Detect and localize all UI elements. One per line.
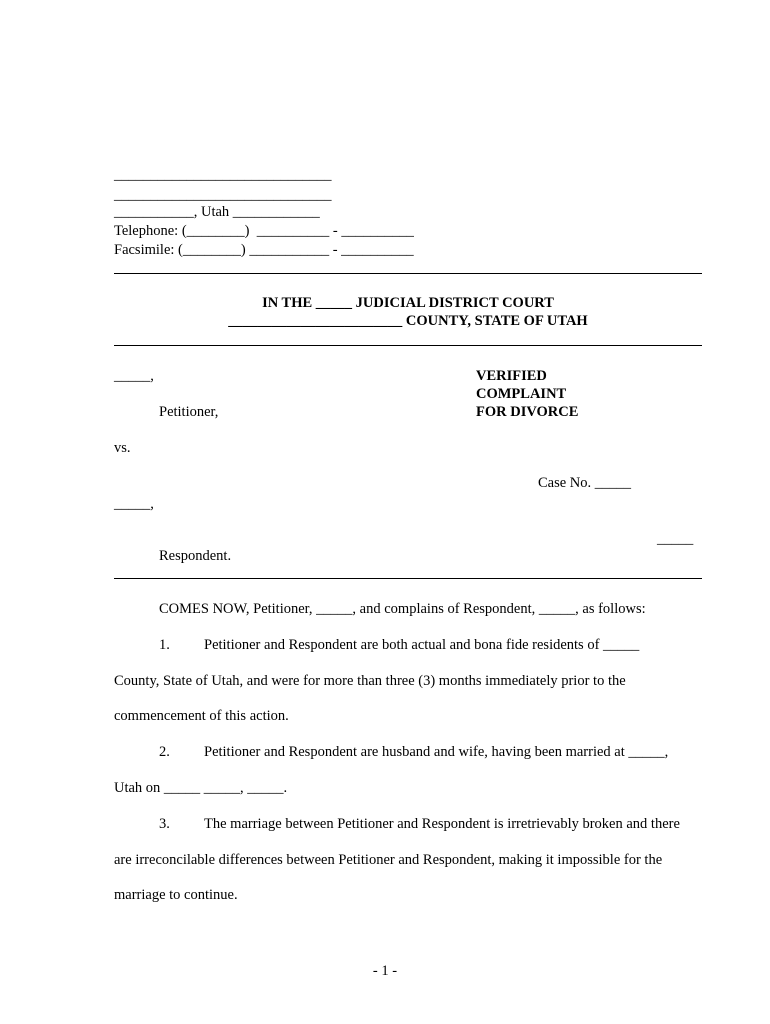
paragraph-3-line3: marriage to continue. <box>114 887 238 903</box>
attorney-city-line: ___________, Utah ____________ <box>114 204 320 220</box>
header-divider-bottom <box>114 345 702 346</box>
intro-paragraph: COMES NOW, Petitioner, _____, and complains of Respondent, _____, as follows: <box>159 601 646 617</box>
respondent-label: Respondent. <box>159 548 232 564</box>
court-county-line: ________________________ COUNTY, STATE OF UTAH <box>228 313 588 329</box>
paragraph-2-line1: Petitioner and Respondent are husband and wife, having been married at _____, <box>204 744 669 760</box>
paragraph-3-line1: The marriage between Petitioner and Respondent is irretrievably broken and there <box>204 816 680 832</box>
document-title-line2: COMPLAINT <box>476 386 567 402</box>
attorney-name-line: ______________________________ <box>114 167 332 183</box>
paragraph-1-line1: Petitioner and Respondent are both actual and bona fide residents of _____ <box>204 637 640 653</box>
attorney-facsimile-line: Facsimile: (________) ___________ - __________ <box>114 242 414 258</box>
document-title-line3: FOR DIVORCE <box>476 404 579 420</box>
case-number: Case No. _____ <box>538 475 632 491</box>
versus-label: vs. <box>114 440 131 456</box>
paragraph-1-number: 1. <box>159 637 170 653</box>
document-title-line1: VERIFIED <box>476 368 547 384</box>
petitioner-label: Petitioner, <box>159 404 219 420</box>
paragraph-3-number: 3. <box>159 816 170 832</box>
court-title: IN THE _____ JUDICIAL DISTRICT COURT <box>262 295 554 311</box>
petitioner-name-blank: _____, <box>114 368 154 384</box>
paragraph-1-line2: County, State of Utah, and were for more than three (3) months immediately prior to the <box>114 673 626 689</box>
paragraph-2-number: 2. <box>159 744 170 760</box>
paragraph-2-line2: Utah on _____ _____, _____. <box>114 780 288 796</box>
paragraph-1-line3: commencement of this action. <box>114 708 289 724</box>
attorney-telephone-line: Telephone: (________) __________ - __________ <box>114 223 414 239</box>
attorney-address-line: ______________________________ <box>114 187 332 203</box>
page-number: - 1 - <box>372 963 398 979</box>
respondent-name-blank: _____, <box>114 496 154 512</box>
header-divider-top <box>114 273 702 274</box>
judge-blank: _____ <box>657 531 694 547</box>
caption-divider <box>114 578 702 579</box>
paragraph-3-line2: are irreconcilable differences between Petitioner and Respondent, making it impossible for the <box>114 852 663 868</box>
